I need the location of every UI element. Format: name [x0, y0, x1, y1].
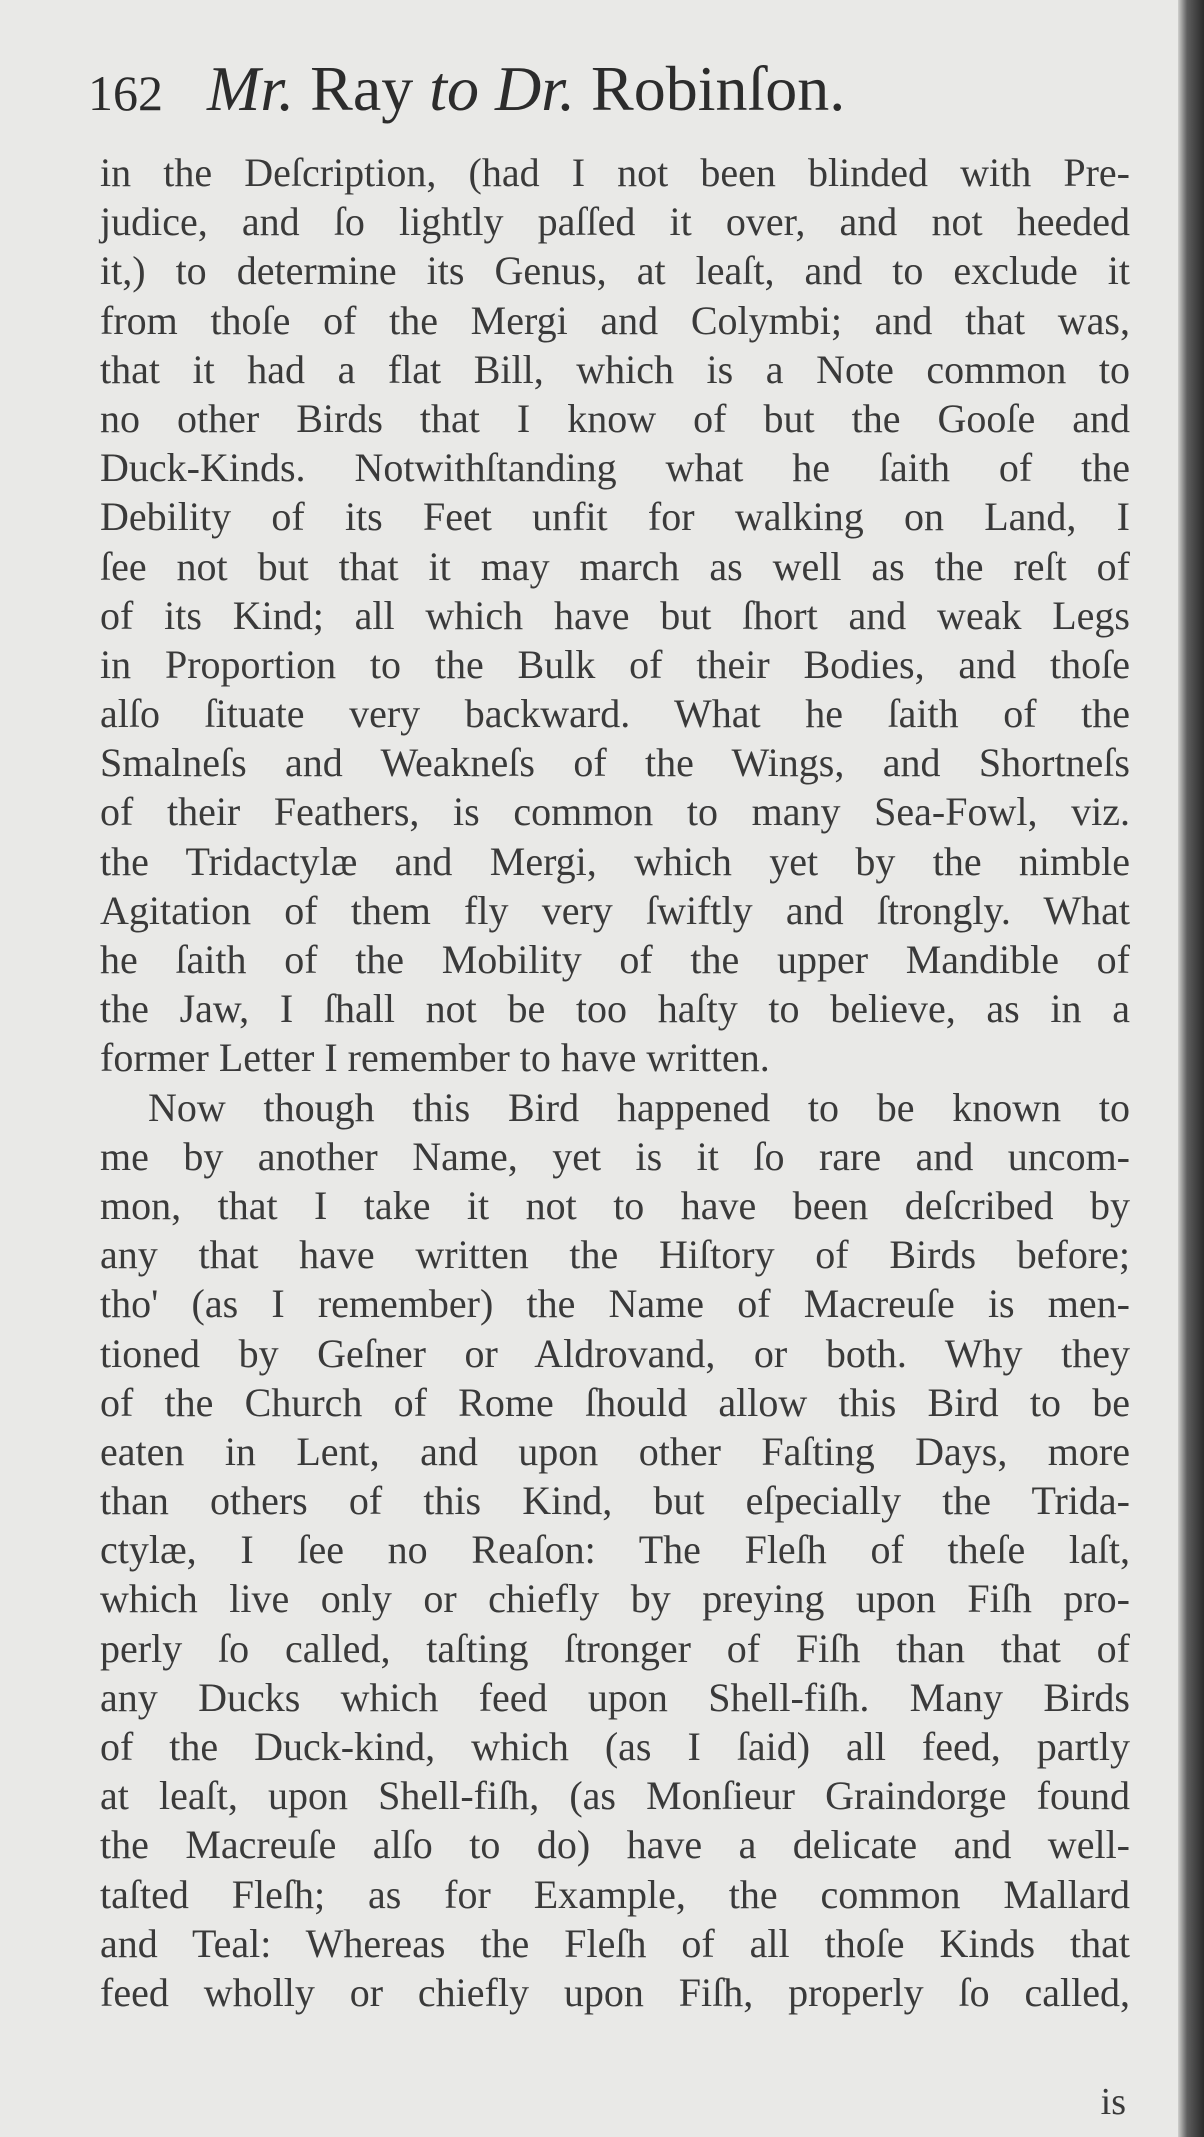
- text-line: than others of this Kind, but eſpecially the Trida-: [100, 1478, 1130, 1524]
- text-line: the Macreuſe alſo to do) have a delicate and well-: [100, 1822, 1130, 1868]
- text-line: perly ſo called, taſting ſtronger of Fiſh than that of: [100, 1625, 1130, 1671]
- catchword: is: [1100, 2081, 1126, 2123]
- text-line: of the Church of Rome ſhould allow this Bird to be: [100, 1379, 1130, 1425]
- text-line: judice, and ſo lightly paſſed it over, and not heeded: [100, 199, 1130, 245]
- page-number: 162: [88, 65, 163, 121]
- text-line: me by another Name, yet is it ſo rare and uncom-: [100, 1133, 1130, 1179]
- text-line: alſo ſituate very backward. What he ſaith of the: [100, 691, 1130, 737]
- text-line: any that have written the Hiſtory of Birds before;: [100, 1232, 1130, 1278]
- title-mr: Mr.: [207, 53, 295, 124]
- body-text: [100, 148, 1130, 2017]
- text-line: in Proportion to the Bulk of their Bodies, and thoſe: [100, 641, 1130, 687]
- text-line: of the Duck-kind, which (as I ſaid) all feed, partly: [100, 1724, 1130, 1769]
- text-line: of its Kind; all which have but ſhort and weak Legs: [100, 592, 1130, 638]
- running-title: [207, 52, 845, 126]
- text-line: in the Deſcription, (had I not been blinded with Pre-: [100, 150, 1130, 195]
- text-line: Now though this Bird happened to be known to: [148, 1084, 1130, 1130]
- text-line: of their Feathers, is common to many Sea-Fowl, viz.: [100, 789, 1130, 835]
- text-line: Smalneſs and Weakneſs of the Wings, and Shortneſs: [100, 740, 1130, 786]
- text-line: the Jaw, I ſhall not be too haſty to believe, as in a: [100, 986, 1130, 1032]
- title-dr: Dr.: [495, 53, 576, 124]
- text-line: taſted Fleſh; as for Example, the common Mallard: [100, 1871, 1130, 1917]
- text-line: and Teal: Whereas the Fleſh of all thoſe Kinds that: [100, 1920, 1130, 1966]
- title-robinson: Robinſon.: [591, 53, 846, 124]
- text-line: mon, that I take it not to have been deſcribed by: [100, 1182, 1130, 1228]
- text-line: that it had a flat Bill, which is a Note common to: [100, 346, 1130, 392]
- text-line: Agitation of them fly very ſwiftly and ſtrongly. What: [100, 887, 1130, 933]
- text-line: it,) to determine its Genus, at leaſt, and to exclude it: [100, 248, 1130, 294]
- text-line: any Ducks which feed upon Shell-fiſh. Many Birds: [100, 1674, 1130, 1720]
- text-line: the Tridactylæ and Mergi, which yet by the nimble: [100, 838, 1130, 884]
- text-line: from thoſe of the Mergi and Colymbi; and that was,: [100, 297, 1130, 343]
- text-line: no other Birds that I know of but the Gooſe and: [100, 395, 1130, 441]
- title-to: to: [429, 53, 479, 124]
- text-line: which live only or chiefly by preying upon Fiſh pro-: [100, 1576, 1130, 1622]
- page-gutter-shadow: [1178, 0, 1204, 2137]
- text-line: ctylæ, I ſee no Reaſon: The Fleſh of theſe laſt,: [100, 1527, 1130, 1573]
- text-line: ſee not but that it may march as well as the reſt of: [100, 543, 1130, 589]
- text-line: tioned by Geſner or Aldrovand, or both. Why they: [100, 1330, 1130, 1376]
- title-ray: Ray: [310, 53, 414, 124]
- running-header: [88, 52, 845, 152]
- text-line: Duck-Kinds. Notwithſtanding what he ſaith of the: [100, 445, 1130, 491]
- text-line: former Letter I remember to have written.: [100, 1035, 770, 1081]
- text-line: eaten in Lent, and upon other Faſting Days, more: [100, 1428, 1130, 1474]
- text-line: at leaſt, upon Shell-fiſh, (as Monſieur Graindorge found: [100, 1773, 1130, 1819]
- text-line: he ſaith of the Mobility of the upper Mandible of: [100, 937, 1130, 982]
- text-line: Debility of its Feet unfit for walking on Land, I: [100, 494, 1130, 540]
- text-line: feed wholly or chiefly upon Fiſh, properly ſo called,: [100, 1969, 1130, 2015]
- text-line: tho' (as I remember) the Name of Macreuſe is men-: [100, 1281, 1130, 1327]
